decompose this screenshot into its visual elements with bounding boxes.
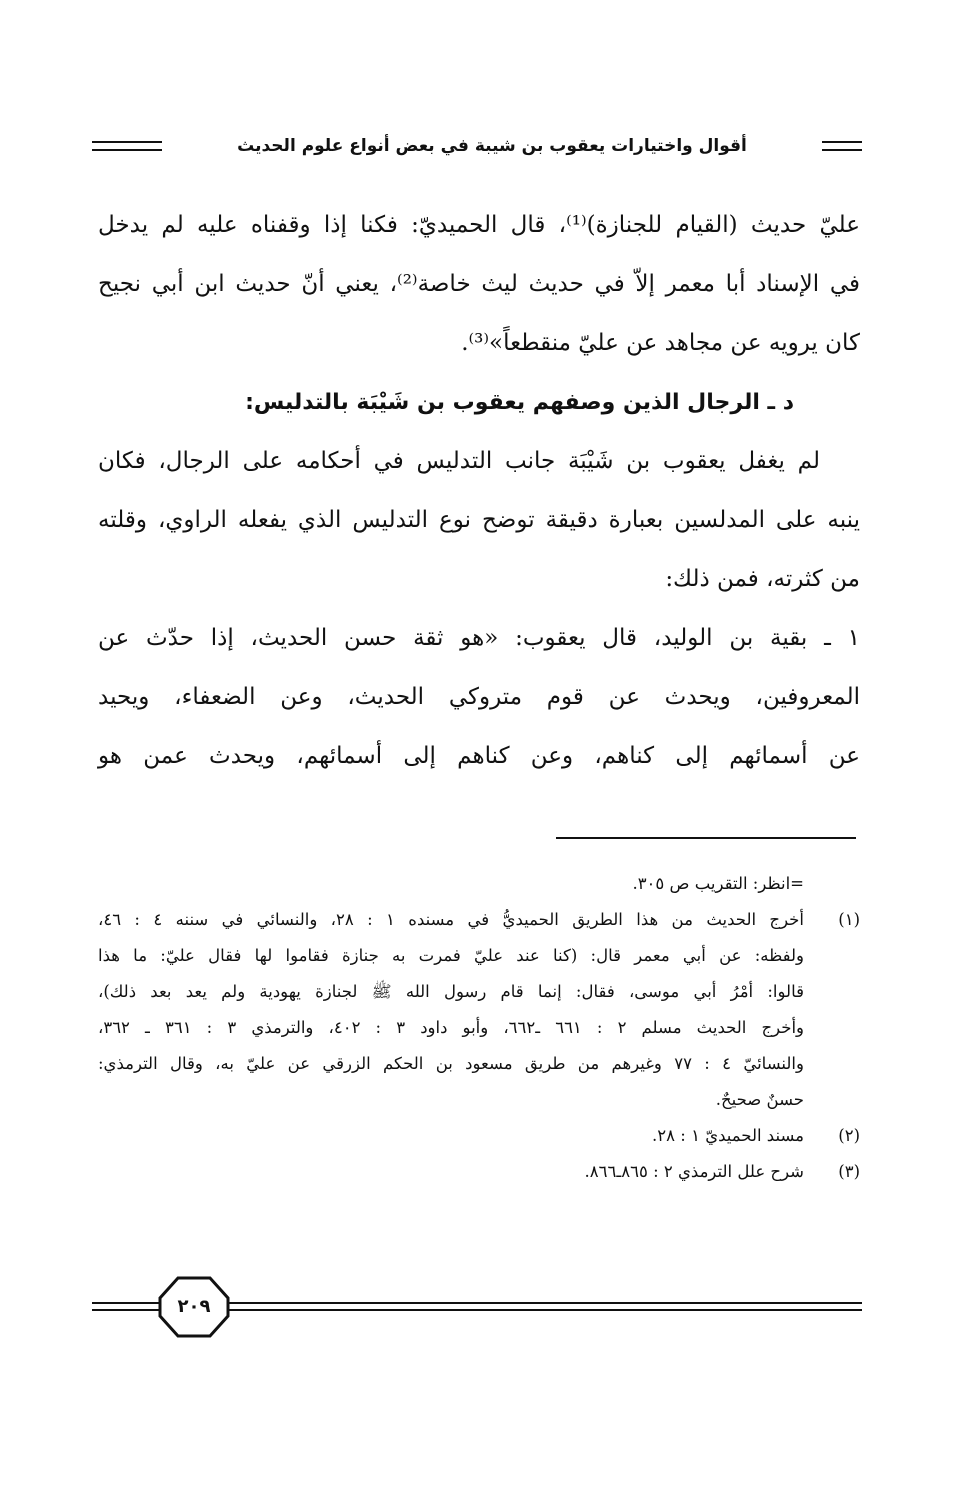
footnote-body [98,1154,804,1190]
footnote-2 [98,1118,860,1154]
footnote-number: (٢) [838,1126,860,1145]
text-line: عن أسمائهم إلى كناهم، وعن كناهم إلى أسمائهم، ويحدث عمن هو [98,743,860,769]
text-line: كان يرويه عن مجاهد عن عليّ منقطعاً»⁽³⁾. [461,330,860,356]
text-line: لم يغفل يعقوب بن شَيْبَة جانب التدليس في أحكامه على الرجال، فكان [98,448,820,474]
page-number-ornament [92,1276,862,1338]
footnote-number: (١) [838,910,860,929]
footnote-line: قالوا: أمْرُ أبي موسى، فقال: إنما قام رسول الله ﷺ لجنازة يهودية ولم يعد بعد ذلك)، [98,982,804,1001]
footnotes [98,866,860,1190]
footnote-line: وأخرج الحديث مسلم ٢ : ٦٦١ ـ٦٦٢، وأبو داود ٣ : ٤٠٢، والترمذي ٣ : ٣٦١ ـ ٣٦٢، [98,1018,804,1037]
main-text [98,196,860,786]
footnote-line: حسنٌ صحيحٌ. [715,1090,804,1109]
page-number-rule-left [92,1302,160,1311]
running-header [92,126,862,166]
text-line: عليّ حديث (القيام للجنازة)⁽¹⁾، قال الحميديّ: فكنا إذا وقفناه عليه لم يدخل [98,212,860,238]
footnote-line: والنسائيّ ٤ : ٧٧ وغيرهم من طريق مسعود بن الحكم الزرقي عن عليّ به، وقال الترمذي: [98,1054,804,1073]
footnote-line: أخرج الحديث من هذا الطريق الحميديُّ في مسنده ١ : ٢٨، والنسائي في سننه ٤ : ٤٦، [98,910,804,929]
footnote-line: ولفظه: عن أبي معمر قال: (كنا عند عليّ فمرت به جنازة فقاموا لها فقال عليّ: ما هذا [98,946,804,965]
page-number-rule-right [228,1302,862,1311]
section-heading: د ـ الرجال الذين وصفهم يعقوب بن شَيْبَة بالتدليس: [245,390,794,415]
text-line: من كثرته، فمن ذلك: [665,566,860,592]
footnote-separator [556,837,856,839]
text-line: في الإسناد أبا معمر إلاّ في حديث ليث خاصة⁽²⁾، يعني أنّ حديث ابن أبي نجيح [98,271,860,297]
footnote-3 [98,1154,860,1190]
text-line: ينبه على المدلسين بعبارة دقيقة توضح نوع التدليس الذي يفعله الراوي، وقلته [98,507,860,533]
header-rule-left [92,141,162,151]
footnote-continuation: =انظر: التقريب ص ٣٠٥. [632,874,804,893]
header-rule-right [822,141,862,151]
page-number-frame [158,1276,230,1338]
footnote-line: شرح علل الترمذي ٢ : ٨٦٥ـ٨٦٦. [584,1162,804,1181]
text-line: ١ ـ بقية بن الوليد، قال يعقوب: «هو ثقة حسن الحديث، إذا حدّث عن [98,625,860,651]
page-number: ٢٠٩ [177,1296,211,1317]
text-line: المعروفين، ويحدث عن قوم متروكي الحديث، وعن الضعفاء، ويحيد [98,684,860,710]
footnote-body [98,902,804,1118]
footnote-1 [98,902,860,1118]
footnote-number: (٣) [838,1162,860,1181]
footnote-line: مسند الحميديّ ١ : ٢٨. [652,1126,804,1145]
header-title: أقوال واختيارات يعقوب بن شيبة في بعض أنواع علوم الحديث [237,136,747,156]
footnote-body [98,1118,804,1154]
